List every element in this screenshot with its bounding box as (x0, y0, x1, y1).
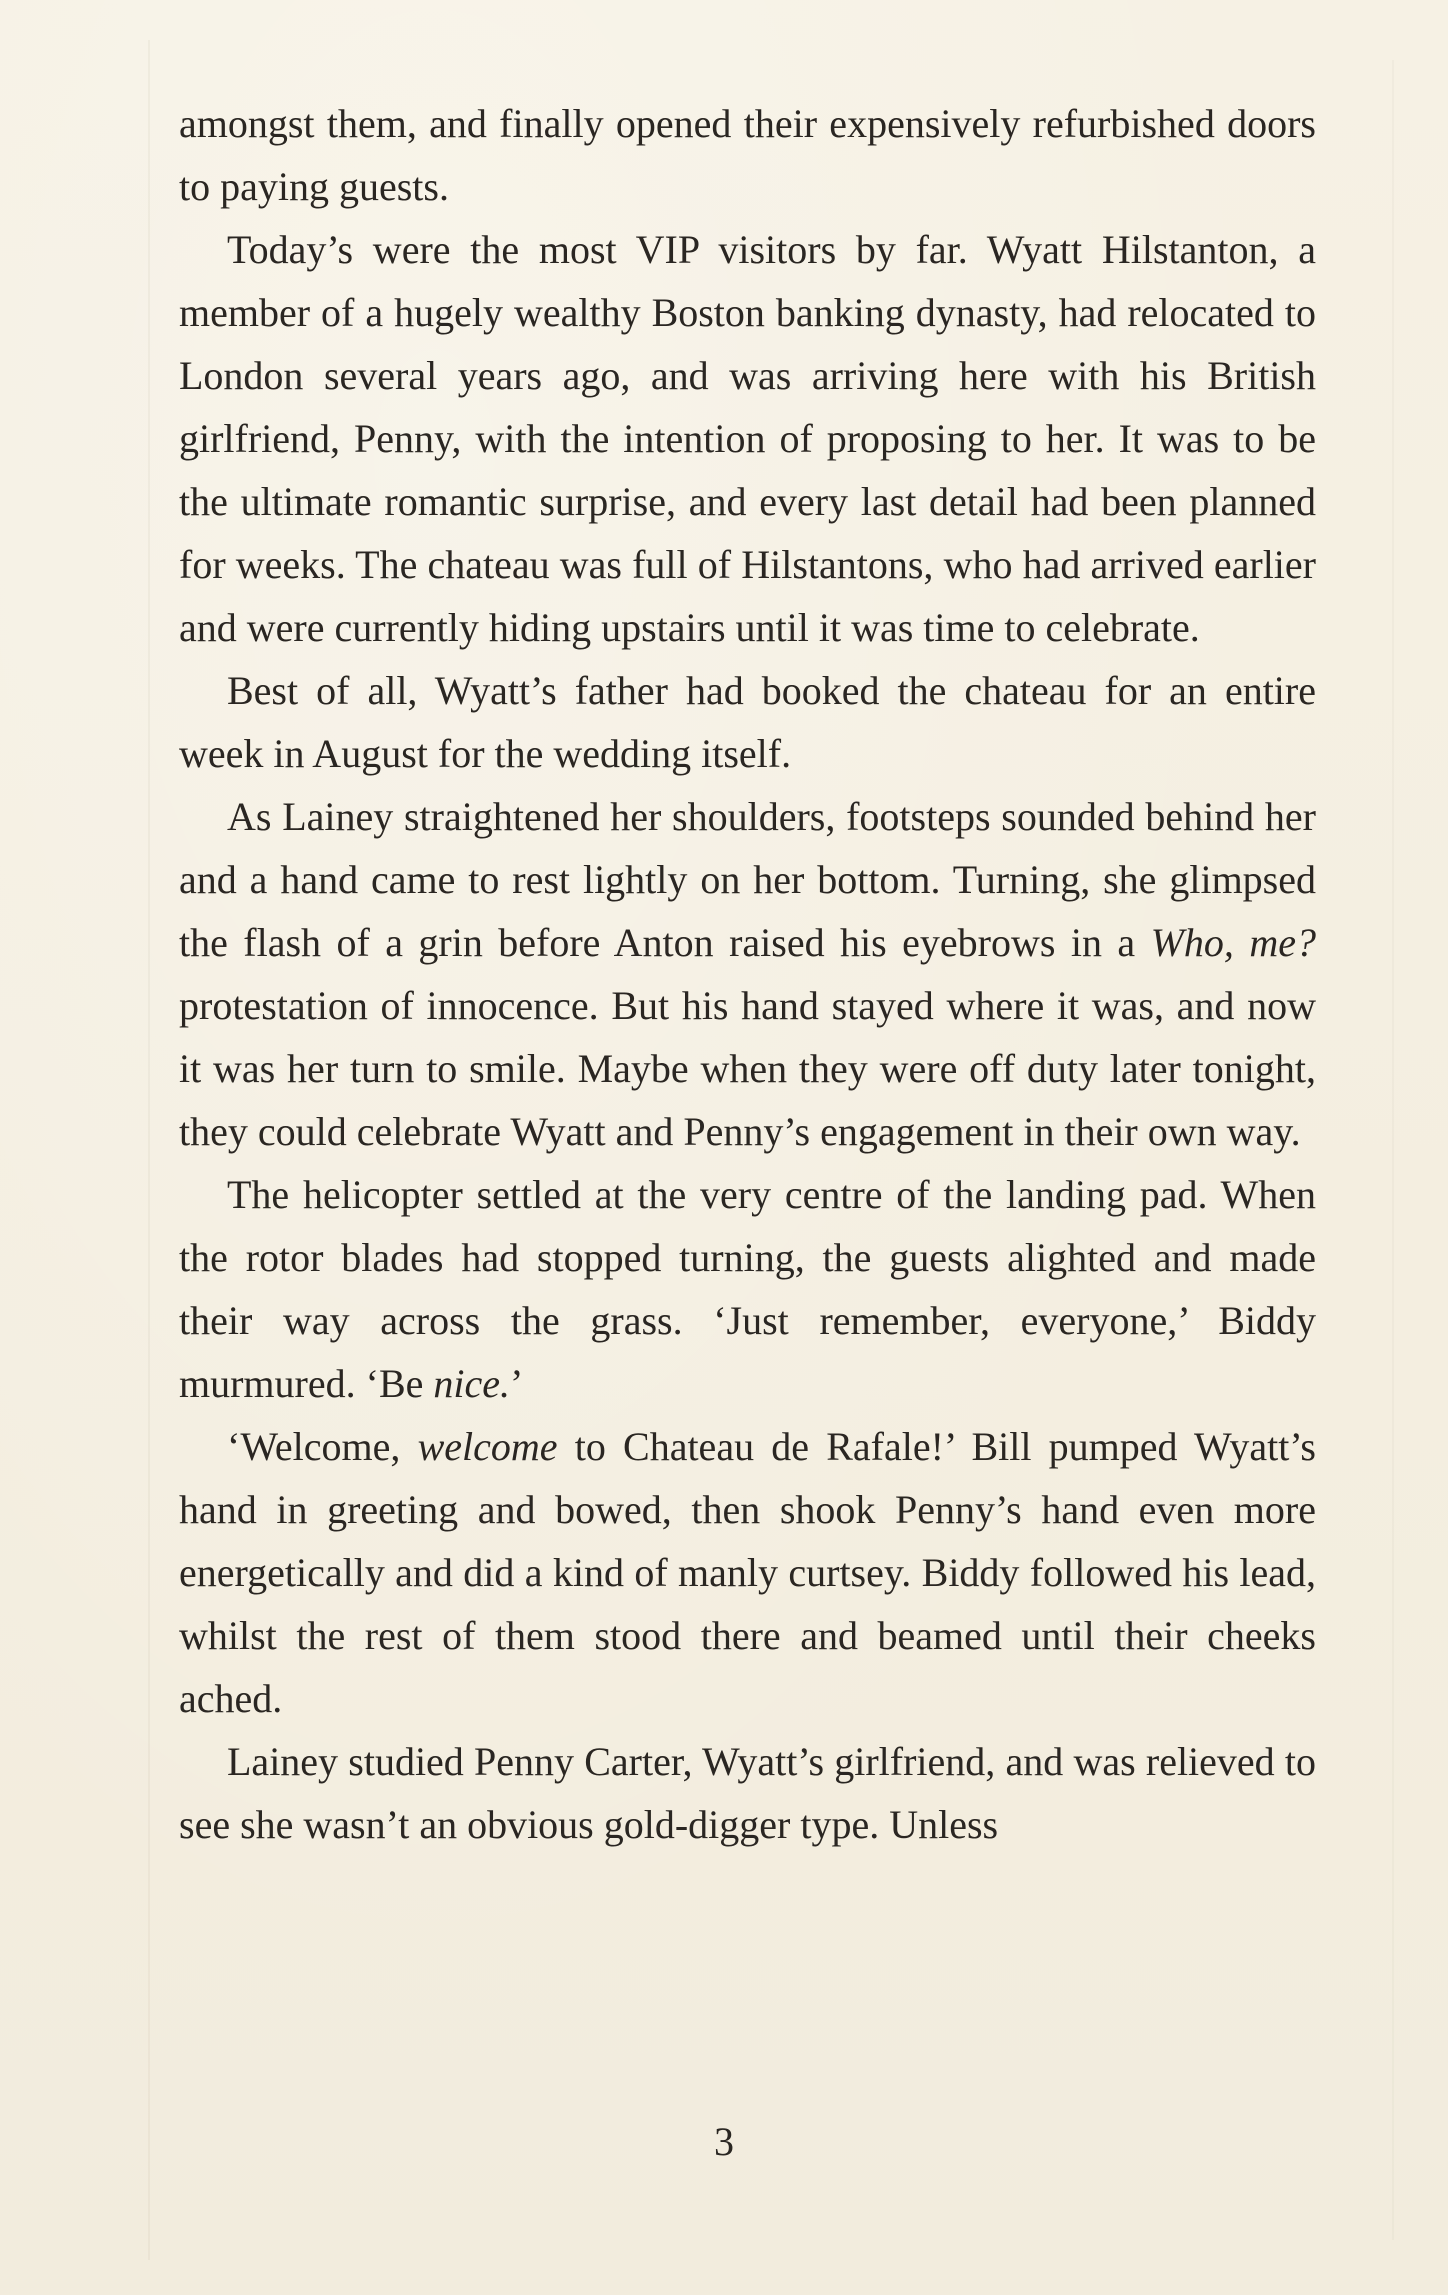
paragraph: Best of all, Wyatt’s father had booked the chateau for an entire week in August for the wedding itself. (179, 668, 1316, 776)
paragraph: Lainey studied Penny Carter, Wyatt’s girlfriend, and was relieved to see she wasn’t an obvious gold-digger type. Unless (179, 1739, 1316, 1847)
paragraph (179, 785, 1316, 1163)
paragraph-text: protestation of innocence. But his hand stayed where it was, and now it was her turn to smile. Maybe when they were off duty later tonight, they could celebrate Wyatt and Penny’s engagement in their own way. (179, 983, 1316, 1154)
paragraph-text: ‘Welcome, (227, 1424, 418, 1469)
paragraph: Today’s were the most VIP visitors by far. Wyatt Hilstanton, a member of a hugely wealthy Boston banking dynasty, had relocated to London several years ago, and was arriving here with his British girlfriend, Penny, with the intention of proposing to her. It was to be the ultimate romantic surprise, and every last detail had been planned for weeks. The chateau was full of Hilstantons, who had arrived earlier and were currently hiding upstairs until it was time to celebrate. (179, 227, 1316, 650)
paragraph-text: As Lainey straightened her shoulders, footsteps sounded behind her and a hand came to rest lightly on her bottom. Turning, she glimpsed the flash of a grin before Anton raised his eyebrows in a (179, 794, 1316, 965)
paragraph-text: The helicopter settled at the very centre of the landing pad. When the rotor blades had stopped turning, the guests alighted and made their way across the grass. ‘Just remember, everyone,’ Biddy murmured. ‘Be (179, 1172, 1316, 1406)
paragraph (179, 1415, 1316, 1730)
page-number: 3 (714, 2119, 734, 2164)
italic-phrase: welcome (417, 1424, 558, 1469)
italic-phrase: Who, me? (1150, 920, 1317, 965)
paragraph: amongst them, and finally opened their expensively refurbished doors to paying guests. (179, 101, 1316, 209)
paragraph-text: to Chateau de Rafale!’ Bill pumped Wyatt’s hand in greeting and bowed, then shook Penny’s hand even more energetically and did a kind of manly curtsey. Biddy followed his lead, whilst the rest of them stood there and beamed until their cheeks ached. (179, 1424, 1316, 1721)
paragraph (179, 1163, 1316, 1415)
body-text (179, 92, 1316, 1856)
italic-phrase: nice. (433, 1361, 510, 1406)
page-crease-right (1392, 60, 1394, 2240)
paragraph-text: ’ (510, 1361, 524, 1406)
page-crease-left (148, 40, 150, 2260)
